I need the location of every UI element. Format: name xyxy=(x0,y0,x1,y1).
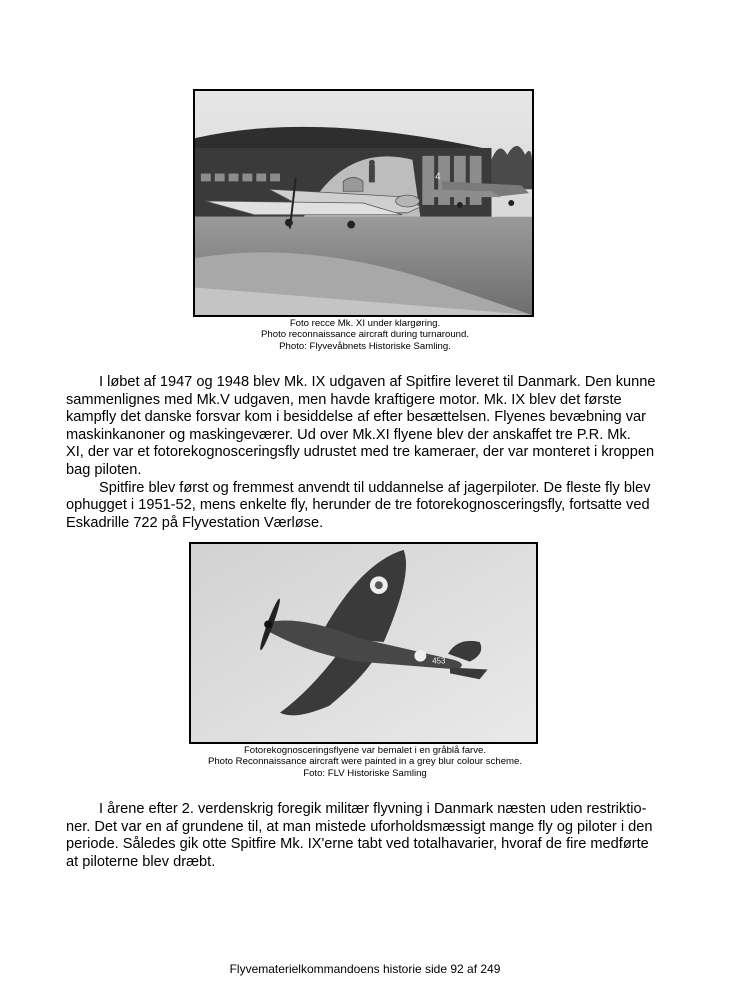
text-line: ophugget i 1951-52, mens enkelte fly, herunder de tre fotorekognosceringsfly, fortsatte ved xyxy=(66,497,650,514)
photo1-caption-line: Photo reconnaissance aircraft during turnaround. xyxy=(261,329,469,341)
text-line: at piloterne blev dræbt. xyxy=(66,853,216,870)
page-footer: Flyvematerielkommandoens historie side 92 af 249 xyxy=(229,962,501,976)
text-line: Spitfire blev først og fremmest anvendt til uddannelse af jagerpiloter. De fleste fly blev xyxy=(99,479,651,496)
paragraph-training-use xyxy=(66,480,666,533)
text-line: bag piloten. xyxy=(66,461,142,478)
paragraph-accidents xyxy=(66,801,666,871)
photo2-caption-line: Fotorekognosceringsflyene var bemalet i en gråblå farve. xyxy=(243,745,487,756)
text-line: sammenlignes med Mk.V udgaven, men havde kraftigere motor. Mk. IX blev det første xyxy=(66,391,622,408)
text-line: I årene efter 2. verdenskrig foregik militær flyvning i Danmark næsten uden restriktio- xyxy=(99,801,647,817)
svg-text:4: 4 xyxy=(435,171,441,183)
photo2-caption-line: Photo Reconnaissance aircraft were painted in a grey blur colour scheme. xyxy=(207,756,523,768)
text-line: XI, der var et fotorekognosceringsfly udrustet med tre kameraer, der var monteret i kroppen xyxy=(66,444,655,461)
photo1-caption xyxy=(0,318,730,352)
text-line: kampfly det danske forsvar kom i besiddelse af efter besættelsen. Flyenes bevæbning var xyxy=(66,409,646,426)
text-line: Eskadrille 722 på Flyvestation Værløse. xyxy=(66,514,324,531)
body-text-1 xyxy=(66,374,666,532)
text-line: periode. Således gik otte Spitfire Mk. IX'erne tabt ved totalhavarier, hvoraf de fire medførte xyxy=(66,836,649,853)
paragraph-deliveries xyxy=(66,374,666,480)
photo-spitfire-in-flight xyxy=(189,542,538,744)
text-line: ner. Det var en af grundene til, at man mistede uforholdsmæssigt mange fly og piloter i den xyxy=(66,818,653,835)
photo2-caption-line: Foto: FLV Historiske Samling xyxy=(303,767,427,779)
svg-text:453: 453 xyxy=(432,656,446,666)
photo1-caption-line: Foto recce Mk. XI under klargøring. xyxy=(289,318,441,329)
photo2-caption xyxy=(0,745,730,779)
text-line: I løbet af 1947 og 1948 blev Mk. IX udgaven af Spitfire leveret til Danmark. Den kunne xyxy=(99,374,656,390)
body-text-2 xyxy=(66,801,666,871)
photo1-caption-line: Photo: Flyvevåbnets Historiske Samling. xyxy=(279,340,451,352)
text-line: maskinkanoner og maskingeværer. Ud over Mk.XI flyene blev der anskaffet tre P.R. Mk. xyxy=(66,426,631,443)
photo-recce-turnaround xyxy=(193,89,534,317)
